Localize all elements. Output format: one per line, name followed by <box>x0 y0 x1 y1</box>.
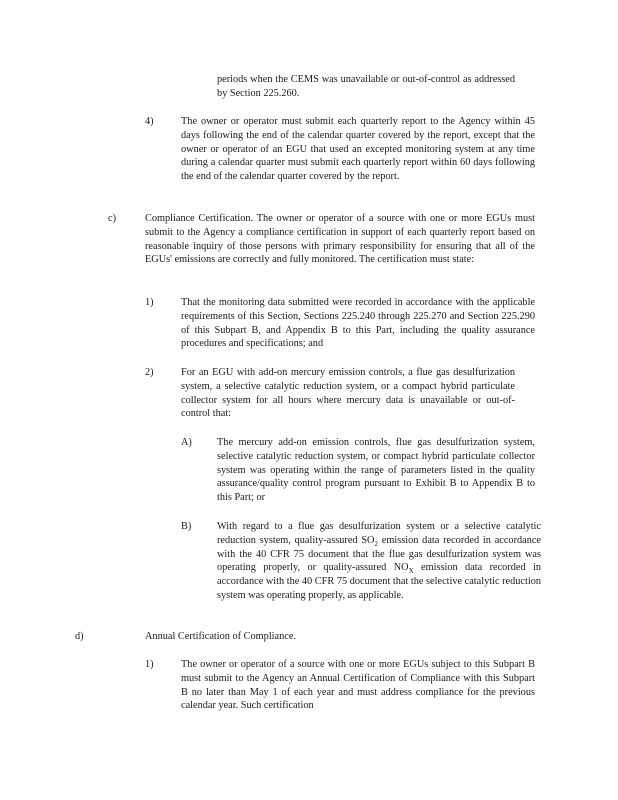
section-c-item-2-label: 2) <box>145 367 154 378</box>
subitem-B-label: B) <box>181 521 192 532</box>
section-d-heading: Annual Certification of Compliance. <box>145 631 296 642</box>
section-d-item-1-text: The owner or operator of a source with one or more EGUs subject to this Subpart B must submit to the Agency an Annual Certification of Compliance with this Subpart B no later than May 1 of each year and must address compliance for the previous calendar year. Such certification <box>181 659 535 712</box>
section-d-item-1-label: 1) <box>145 659 154 670</box>
subitem-B-text <box>217 520 541 603</box>
section-c-item-1-label: 1) <box>145 297 154 308</box>
section-c-text: Compliance Certification. The owner or operator of a source with one or more EGUs must submit to the Agency a compliance certification in support of each quarterly report based on reasonable inquiry of those persons with primary responsibility for ensuring that all of the EGUs' emissions are correctly and fully monitored. The certification must state: <box>145 213 535 266</box>
section-c-item-1-text: That the monitoring data submitted were recorded in accordance with the applicable requirements of this Section, Sections 225.240 through 225.270 and Section 225.290 of this Subpart B, and Appendix B to this Part, including the quality assurance procedures and specifications; and <box>181 297 535 350</box>
subitem-B-text-part-3: emission data recorded in accordance with the 40 CFR 75 document that the selective catalytic reduction system was operating properly, as applicable. <box>217 562 541 601</box>
subitem-A-label: A) <box>181 437 192 448</box>
continued-paragraph: periods when the CEMS was unavailable or out-of-control as addressed by Section 225.260. <box>217 74 515 99</box>
section-c-label: c) <box>108 213 116 224</box>
subitem-A-text: The mercury add-on emission controls, flue gas desulfurization system, selective catalytic reduction system, or compact hybrid particulate collector system was operating within the range of parameters listed in the quality assurance/quality control program pursuant to Exhibit B to Appendix B to this Part; or <box>217 437 535 504</box>
section-d-label: d) <box>75 631 84 642</box>
section-c-item-2-text: For an EGU with add-on mercury emission controls, a flue gas desulfurization system, a selective catalytic reduction system, or a compact hybrid particulate collector system for all hours where mercury data is unavailable or out-of-control that: <box>181 367 515 420</box>
so2-subscript: 2 <box>374 539 378 548</box>
item-4-text: The owner or operator must submit each quarterly report to the Agency within 45 days following the end of the calendar quarter covered by the report, except that the owner or operator of an EGU that used an excepted monitoring system at any time during a calendar quarter must submit each quarterly report within 60 days following the end of the calendar quarter covered by the report. <box>181 116 535 183</box>
subitem-B-text-part-1: With regard to a flue gas desulfurization system or a selective catalytic reduction system, quality-assured SO <box>217 521 541 546</box>
nox-subscript: X <box>408 567 414 576</box>
subitem-B-text-part-2: emission data recorded in accordance with the 40 CFR 75 document that the flue gas desulfurization system was operating properly, or quality-assured NO <box>217 534 542 574</box>
item-4-label: 4) <box>145 116 154 127</box>
